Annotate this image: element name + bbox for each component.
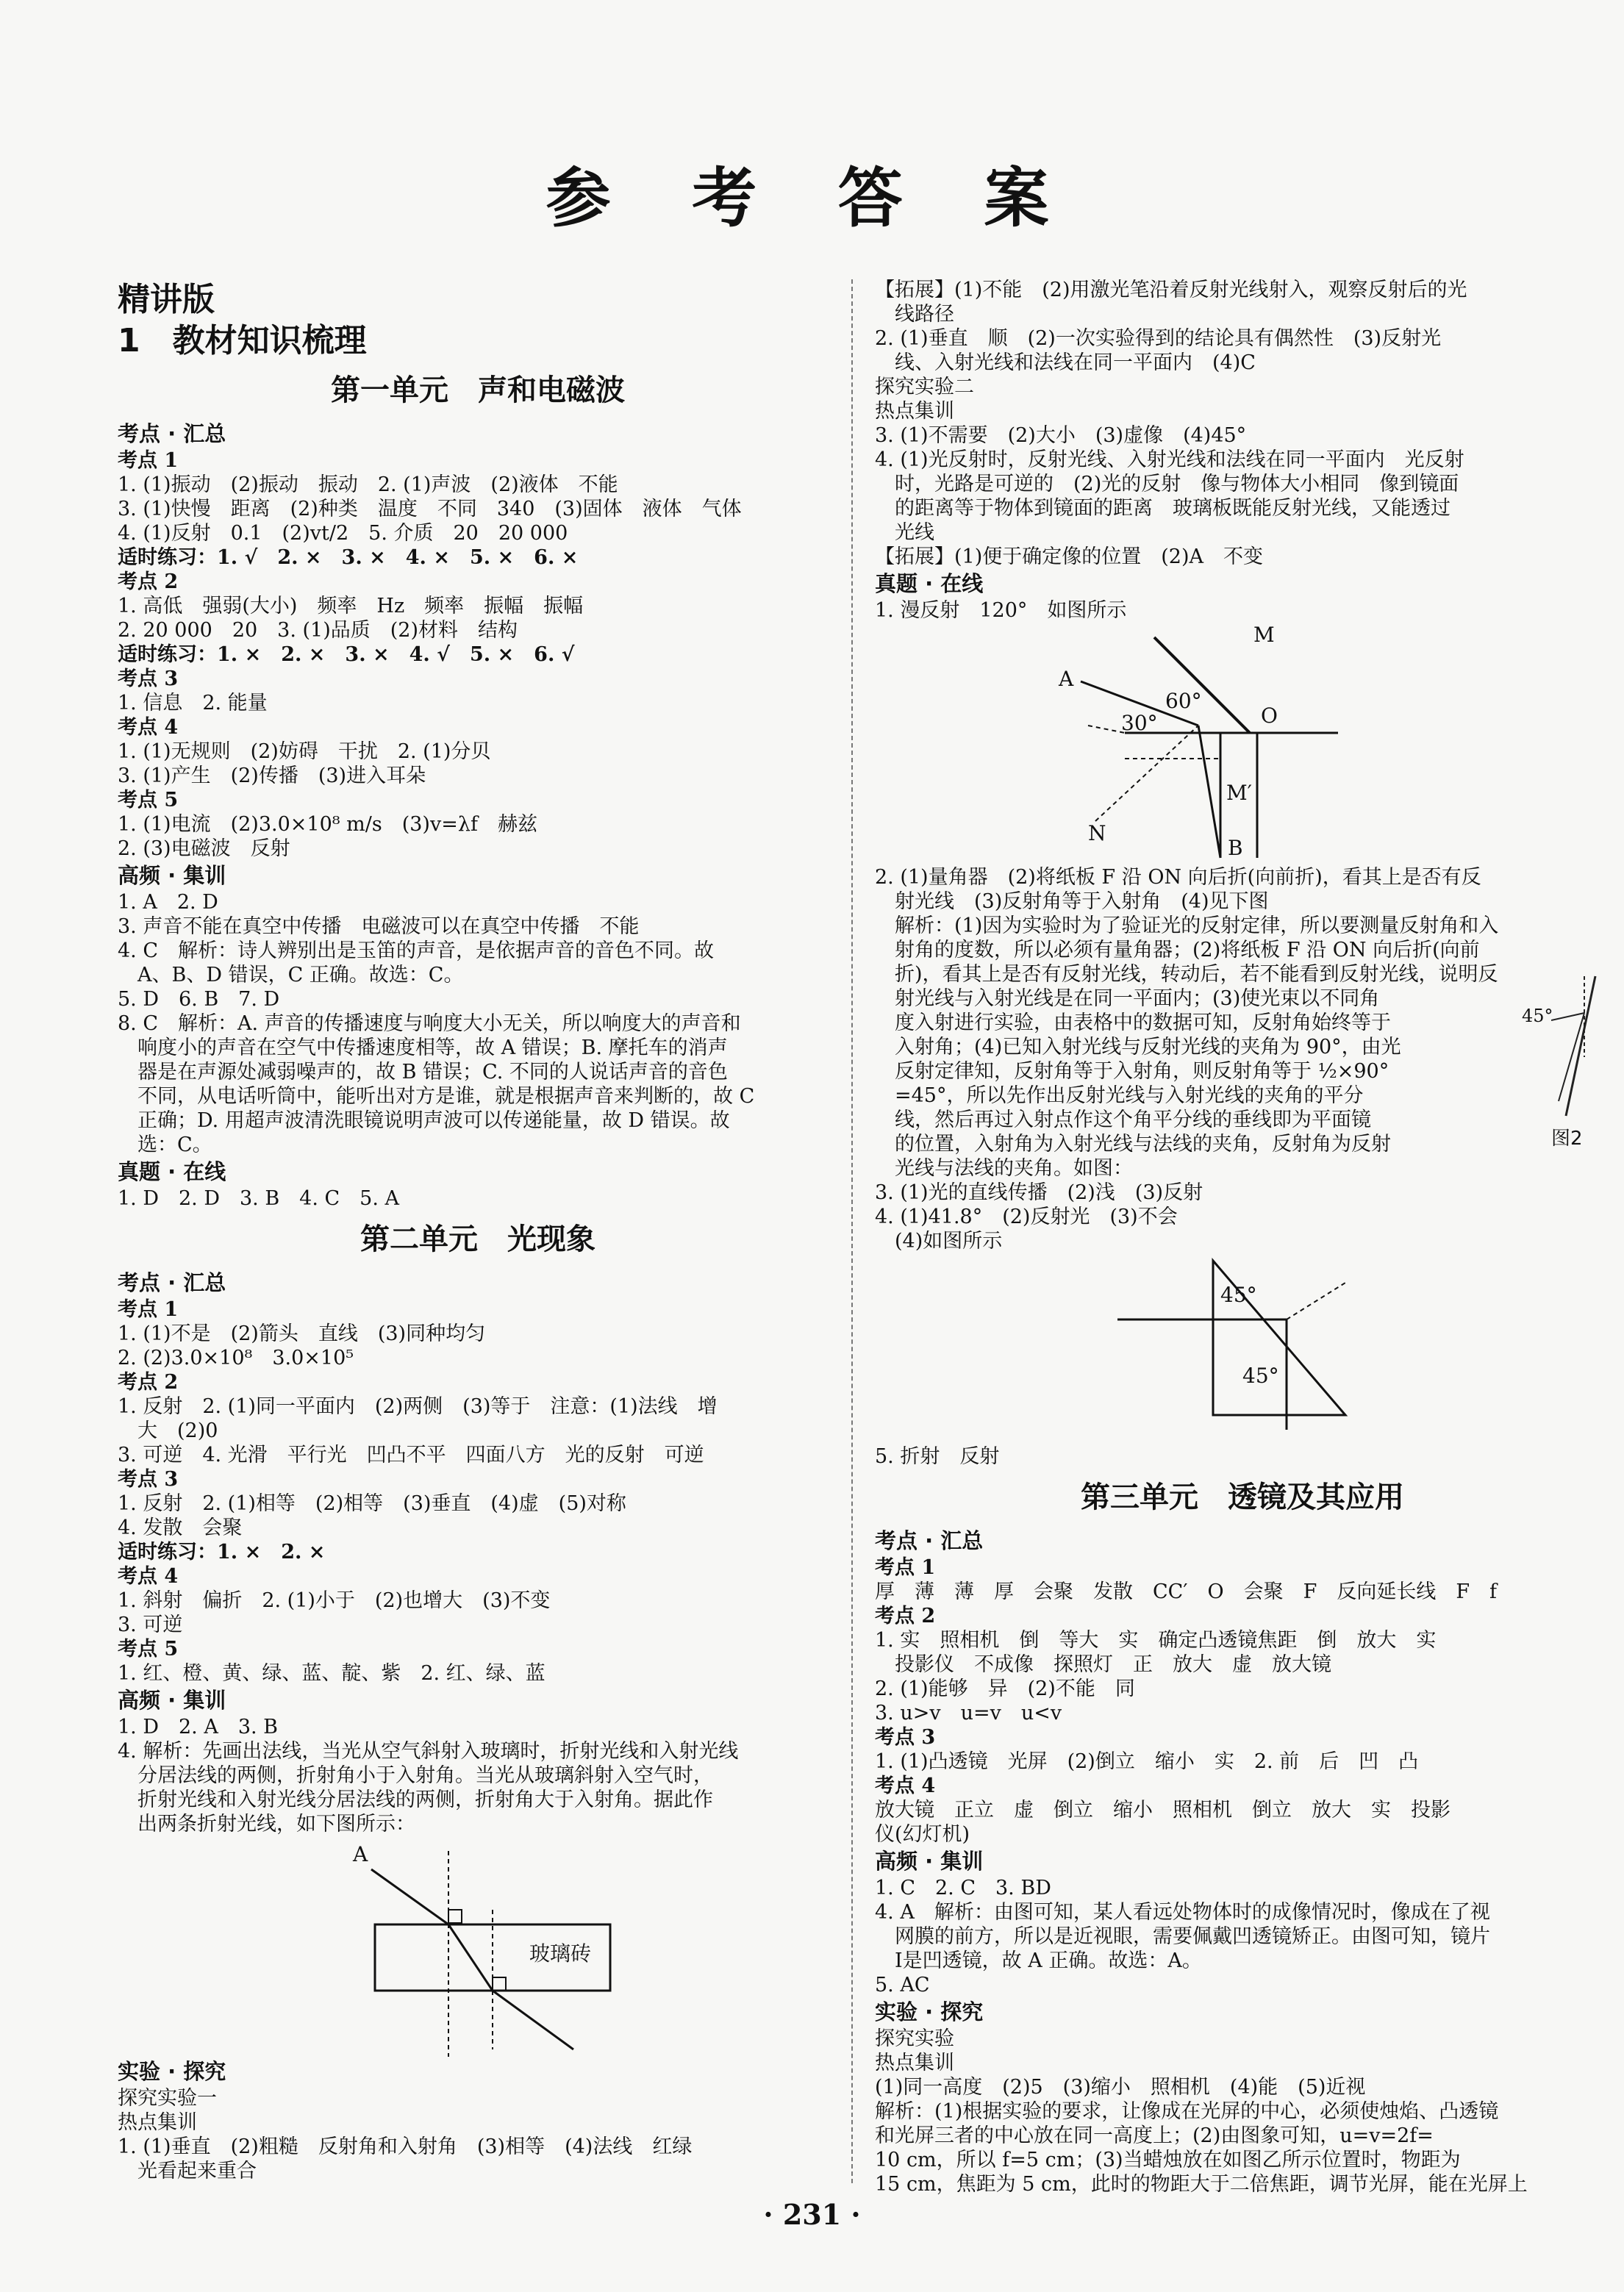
- answer-line: 探究实验二: [875, 376, 974, 398]
- answer-line: 1. D 2. D 3. B 4. C 5. A: [118, 1187, 400, 1210]
- label-30: 30°: [1121, 711, 1158, 735]
- answer-line: 2. (1)垂直 顺 (2)一次实验得到的结论具有偶然性 (3)反射光: [875, 327, 1442, 350]
- normal-on: [1095, 726, 1198, 821]
- answer-line: 射光线与入射光线是在同一平面内；(3)使光束以不同角: [875, 987, 1380, 1010]
- answer-line: 线、入射光线和法线在同一平面内 (4)C: [875, 351, 1256, 374]
- answer-line: (4)如图所示: [875, 1230, 1003, 1253]
- answer-line: 3. (1)快慢 距离 (2)种类 温度 不同 340 (3)固体 液体 气体: [118, 498, 742, 520]
- answer-line: 4. 发散 会聚: [118, 1516, 243, 1539]
- answer-line: 响度小的声音在空气中传播速度相等，故 A 错误；B. 摩托车的消声: [118, 1036, 728, 1059]
- answer-line: 热点集训: [875, 2052, 954, 2074]
- answer-line: 考点 1: [118, 449, 179, 472]
- answer-line: 投影仪 不成像 探照灯 正 放大 虚 放大镜: [875, 1653, 1331, 1676]
- refracted-ray-in-glass: [448, 1924, 493, 1991]
- answer-line: 考点 5: [118, 1638, 179, 1661]
- surface-dashed: [1088, 726, 1125, 733]
- left-column: [118, 279, 838, 2183]
- incident-ray: [371, 1869, 448, 1924]
- answer-line: 3. 可逆: [118, 1614, 183, 1636]
- answer-line: 网膜的前方，所以是近视眼，需要佩戴凹透镜矫正。由图可知，镜片: [875, 1925, 1490, 1948]
- answer-line: 考点 5: [118, 789, 179, 812]
- answer-line: 4. (1)光反射时，反射光线、入射光线和法线在同一平面内 光反射: [875, 448, 1464, 471]
- angle-label-1: 45°: [1220, 1283, 1257, 1307]
- answer-line: 热点集训: [118, 2111, 197, 2134]
- mirror-m: [1154, 637, 1250, 733]
- answer-line: 适时练习：1. √ 2. × 3. × 4. × 5. × 6. ×: [118, 546, 579, 569]
- label-a: A: [1059, 667, 1074, 691]
- answer-line: 4. 解析：先画出法线，当光从空气斜射入玻璃时，折射光线和入射光线: [118, 1740, 739, 1763]
- answer-line: 4. (1)反射 0.1 (2)vt/2 5. 介质 20 20 000: [118, 522, 568, 545]
- answer-line: 度入射进行实验，由表格中的数据可知，反射角始终等于: [875, 1011, 1391, 1034]
- answer-line: 2. (1)量角器 (2)将纸板 F 沿 ON 向后折(向前折)，看其上是否有反: [875, 866, 1481, 889]
- answer-line: 1. 反射 2. (1)相等 (2)相等 (3)垂直 (4)虚 (5)对称: [118, 1492, 626, 1515]
- unit-heading: 第三单元 透镜及其应用: [1081, 1480, 1404, 1514]
- answer-line: 考点 4: [118, 716, 179, 739]
- subsection-heading: 真题 · 在线: [118, 1159, 226, 1184]
- answer-line: 解析：(1)根据实验的要求，让像成在光屏的中心，必须使烛焰、凸透镜: [875, 2100, 1499, 2123]
- answer-line: 射角的度数，所以必须有量角器；(2)将纸板 F 沿 ON 向后折(向前: [875, 939, 1480, 961]
- answer-line: 3. (1)不需要 (2)大小 (3)虚像 (4)45°: [875, 424, 1247, 447]
- answer-line: 考点 3: [875, 1726, 936, 1749]
- answer-line: 【拓展】(1)不能 (2)用激光笔沿着反射光线射入，观察反射后的光: [875, 279, 1467, 301]
- subsection-heading: 高频 · 集训: [875, 1849, 984, 1874]
- answer-line: 1. C 2. C 3. BD: [875, 1877, 1051, 1899]
- answer-line: 大 (2)0: [118, 1419, 218, 1442]
- answer-line: Ⅰ是凹透镜，故 A 正确。故选：A。: [875, 1949, 1202, 1972]
- subsection-heading: 高频 · 集训: [118, 1688, 226, 1713]
- answer-line: 探究实验一: [118, 2087, 217, 2110]
- glass-brick-label: 玻璃砖: [529, 1941, 592, 1966]
- glass-refraction-figure: [118, 1836, 779, 2057]
- answer-line: 反射定律知，反射角等于入射角，则反射角等于 ½×90°: [875, 1060, 1389, 1083]
- mirror-reflection-svg: [875, 623, 1595, 865]
- answer-line: 时，光路是可逆的 (2)光的反射 像与物体大小相同 像到镜面: [875, 473, 1459, 495]
- angle-label: 45°: [1522, 1006, 1553, 1026]
- answer-line: 光线: [875, 521, 934, 544]
- answer-line: 厚 薄 薄 厚 会聚 发散 CC′ O 会聚 F 反向延长线 F f: [875, 1580, 1498, 1603]
- answer-line: 入射角；(4)已知入射光线与反射光线的夹角为 90°，由光: [875, 1036, 1401, 1059]
- subsection-heading: 考点 · 汇总: [118, 1270, 226, 1295]
- unit-heading: 第二单元 光现象: [360, 1222, 595, 1256]
- answer-line: 1. (1)电流 (2)3.0×10⁸ m/s (3)v=λf 赫兹: [118, 813, 537, 836]
- unit-heading: 第一单元 声和电磁波: [331, 373, 625, 407]
- subsection-heading: 实验 · 探究: [875, 1999, 984, 2024]
- answer-line: 1. 高低 强弱(大小) 频率 Hz 频率 振幅 振幅: [118, 595, 584, 617]
- glass-refraction-svg: [118, 1836, 779, 2057]
- answer-line: 2. (3)电磁波 反射: [118, 837, 290, 860]
- answer-line: 5. AC: [875, 1974, 930, 1996]
- figure-caption-2: 图2: [1551, 1128, 1583, 1150]
- answer-line: 不同，从电话听筒中，能听出对方是谁，就是根据声音来判断的，故 C: [118, 1085, 755, 1108]
- label-m-prime: M′: [1226, 781, 1253, 805]
- answer-line: 探究实验: [875, 2027, 954, 2050]
- emergent-ray: [493, 1991, 573, 2049]
- subsection-heading: 真题 · 在线: [875, 571, 984, 596]
- answer-line: 器是在声源处减弱噪声的，故 B 错误；C. 不同的人说话声音的音色: [118, 1061, 728, 1084]
- answer-line: 的位置，入射角为入射光线与法线的夹角，反射角为反射: [875, 1133, 1391, 1156]
- answer-line: 1. (1)振动 (2)振动 振动 2. (1)声波 (2)液体 不能: [118, 473, 618, 496]
- answer-line: =45°，所以先作出反射光线与入射光线的夹角的平分: [875, 1084, 1364, 1107]
- answer-line: 2. (1)能够 异 (2)不能 同: [875, 1677, 1135, 1700]
- section-heading: 精讲版: [118, 281, 215, 318]
- answer-line: 15 cm，焦距为 5 cm，此时的物距大于二倍焦距，调节光屏，能在光屏上: [875, 2173, 1528, 2196]
- answer-line: 1. (1)无规则 (2)妨碍 干扰 2. (1)分贝: [118, 740, 491, 763]
- answer-line: 考点 4: [875, 1774, 936, 1797]
- answer-line: 1. 红、橙、黄、绿、蓝、靛、紫 2. 红、绿、蓝: [118, 1662, 545, 1685]
- answer-line: 10 cm，所以 f=5 cm；(3)当蜡烛放在如图乙所示位置时，物距为: [875, 2149, 1461, 2171]
- answer-line: 适时练习：1. × 2. ×: [118, 1541, 326, 1564]
- answer-line: A、B、D 错误，C 正确。故选：C。: [118, 964, 464, 986]
- answer-line: 折射光线和入射光线分居法线的两侧，折射角大于入射角。据此作: [118, 1788, 713, 1811]
- answer-line: 出两条折射光线，如下图所示：: [118, 1813, 415, 1836]
- answer-line: 5. D 6. B 7. D: [118, 988, 280, 1011]
- answer-line: 分居法线的两侧，折射角小于入射角。当光从玻璃斜射入空气时，: [118, 1764, 713, 1787]
- answer-line: (1)同一高度 (2)5 (3)缩小 照相机 (4)能 (5)近视: [875, 2076, 1366, 2099]
- answer-line: 3. (1)光的直线传播 (2)浅 (3)反射: [875, 1181, 1203, 1204]
- answer-line: 选：C。: [118, 1134, 212, 1156]
- right-angle-mark-1: [448, 1910, 462, 1923]
- answer-line: 的距离等于物体到镜面的距离 玻璃板既能反射光线，又能透过: [875, 497, 1450, 520]
- angle-label-2: 45°: [1242, 1364, 1279, 1388]
- answer-line: 1. (1)不是 (2)箭头 直线 (3)同种均匀: [118, 1322, 486, 1345]
- right-column: [875, 278, 1610, 2196]
- prism-figure: [875, 1253, 1595, 1444]
- answer-line: 1. (1)凸透镜 光屏 (2)倒立 缩小 实 2. 前 后 凹 凸: [875, 1750, 1419, 1773]
- page-title: 参 考 答 案: [545, 160, 1079, 236]
- answer-line: 考点 2: [118, 570, 179, 593]
- column-divider: [851, 279, 853, 2183]
- answer-line: 光看起来重合: [118, 2160, 257, 2182]
- answer-line: 光线与法线的夹角。如图：: [875, 1157, 1133, 1180]
- prism-svg: [875, 1253, 1595, 1444]
- answer-line: 4. C 解析：诗人辨别出是玉笛的声音，是依据声音的音色不同。故: [118, 939, 715, 962]
- ray-label-a: A: [353, 1842, 368, 1866]
- answer-line: 1. A 2. D: [118, 891, 218, 914]
- answer-line: 1. 斜射 偏折 2. (1)小于 (2)也增大 (3)不变: [118, 1589, 551, 1612]
- label-m: M: [1253, 623, 1275, 647]
- answer-line: 热点集训: [875, 400, 954, 423]
- label-n: N: [1088, 821, 1106, 845]
- answer-line: 4. A 解析：由图可知，某人看远处物体时的成像情况时，像成在了视: [875, 1901, 1490, 1924]
- answer-line: 考点 2: [875, 1605, 936, 1627]
- subsection-heading: 实验 · 探究: [118, 2059, 226, 2084]
- label-o: O: [1261, 703, 1278, 728]
- answer-line: 仪(幻灯机): [875, 1823, 970, 1846]
- reflection-figure-2: [1522, 969, 1610, 1153]
- label-b: B: [1228, 836, 1243, 860]
- answer-line: 考点 2: [118, 1371, 179, 1394]
- answer-line: 1. 漫反射 120° 如图所示: [875, 599, 1127, 622]
- subsection-heading: 高频 · 集训: [118, 863, 226, 888]
- answer-line: 4. (1)41.8° (2)反射光 (3)不会: [875, 1206, 1178, 1228]
- answer-line: 考点 4: [118, 1565, 179, 1588]
- answer-line: 考点 3: [118, 1468, 179, 1491]
- answer-line: 考点 1: [875, 1556, 936, 1579]
- answer-line: 和光屏三者的中心放在同一高度上；(2)由图象可知，u=v=2f=: [875, 2124, 1434, 2147]
- answer-line: 【拓展】(1)便于确定像的位置 (2)A 不变: [875, 545, 1263, 568]
- section-heading: 1 教材知识梳理: [118, 322, 367, 359]
- answer-line: 3. (1)产生 (2)传播 (3)进入耳朵: [118, 764, 426, 787]
- answer-line: 正确；D. 用超声波清洗眼镜说明声波可以传递能量，故 D 错误。故: [118, 1109, 730, 1132]
- normal-dashed: [1287, 1283, 1345, 1319]
- reflected-ray-ob: [1198, 726, 1220, 858]
- answer-line: 1. 反射 2. (1)同一平面内 (2)两侧 (3)等于 注意：(1)法线 增: [118, 1395, 718, 1418]
- subsection-heading: 考点 · 汇总: [118, 421, 226, 446]
- answer-line: 1. D 2. A 3. B: [118, 1716, 279, 1738]
- answer-line: 线，然后再过入射点作这个角平分线的垂线即为平面镜: [875, 1109, 1371, 1131]
- answer-line: 1. 信息 2. 能量: [118, 692, 268, 715]
- label-60: 60°: [1165, 689, 1202, 713]
- answer-line: 线路径: [875, 303, 954, 326]
- mirror-reflection-figure: [875, 623, 1595, 865]
- answer-line: 5. 折射 反射: [875, 1445, 1000, 1468]
- answer-line: 2. (2)3.0×10⁸ 3.0×10⁵: [118, 1347, 354, 1369]
- answer-line: 适时练习：1. × 2. × 3. × 4. √ 5. × 6. √: [118, 643, 575, 666]
- answer-line: 放大镜 正立 虚 倒立 缩小 照相机 倒立 放大 实 投影: [875, 1799, 1450, 1822]
- answer-line: 1. (1)垂直 (2)粗糙 反射角和入射角 (3)相等 (4)法线 红绿: [118, 2135, 693, 2158]
- answer-line: 射光线 (3)反射角等于入射角 (4)见下图: [875, 890, 1269, 913]
- answer-line: 3. 声音不能在真空中传播 电磁波可以在真空中传播 不能: [118, 915, 640, 938]
- answer-line: 3. u>v u=v u<v: [875, 1702, 1062, 1725]
- page-number: · 231 ·: [763, 2198, 861, 2231]
- answer-line: 解析：(1)因为实验时为了验证光的反射定律，所以要测量反射角和入: [875, 914, 1499, 937]
- subsection-heading: 考点 · 汇总: [875, 1528, 984, 1553]
- answer-line: 3. 可逆 4. 光滑 平行光 凹凸不平 四面八方 光的反射 可逆: [118, 1444, 704, 1466]
- answer-line: 折)，看其上是否有反射光线，转动后，若不能看到反射光线，说明反: [875, 963, 1498, 986]
- answer-line: 考点 1: [118, 1298, 179, 1321]
- answer-line: 考点 3: [118, 667, 179, 690]
- answer-line: 8. C 解析：A. 声音的传播速度与响度大小无关，所以响度大的声音和: [118, 1012, 741, 1035]
- answer-line: 1. 实 照相机 倒 等大 实 确定凸透镜焦距 倒 放大 实: [875, 1629, 1437, 1652]
- right-angle-mark-2: [493, 1977, 506, 1991]
- answer-line: 2. 20 000 20 3. (1)品质 (2)材料 结构: [118, 619, 518, 642]
